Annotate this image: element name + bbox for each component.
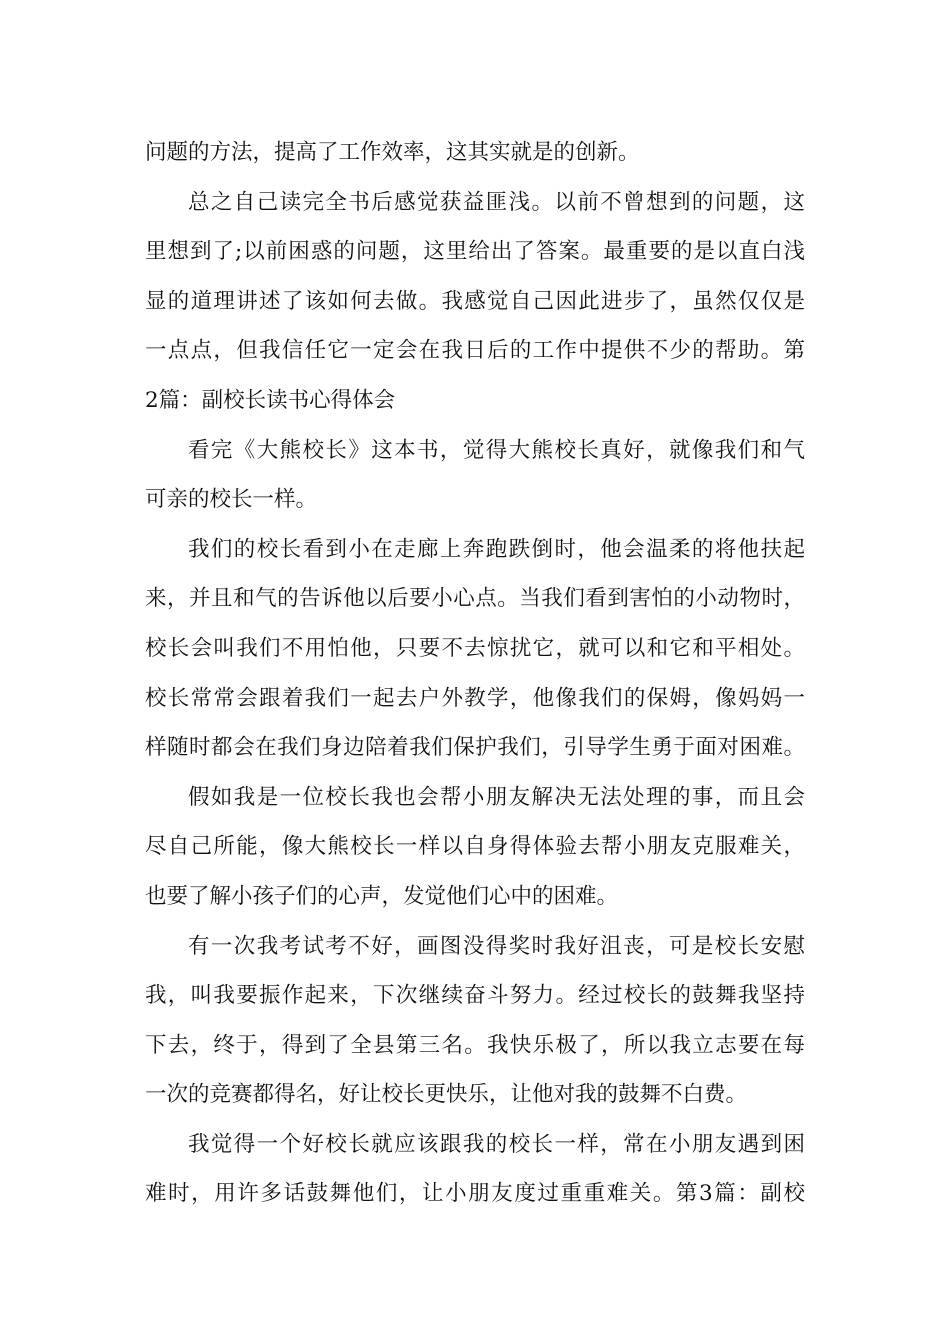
text-line: 总之自己读完全书后感觉获益匪浅。以前不曾想到的问题，这 xyxy=(188,189,805,215)
text-line: 也要了解小孩子们的心声，发觉他们心中的困难。 xyxy=(145,883,619,909)
text-line: 我们的校长看到小在走廊上奔跑跌倒时，他会温柔的将他扶起 xyxy=(188,536,805,562)
text-line: 难时，用许多话鼓舞他们，让小朋友度过重重难关。第3篇：副校 xyxy=(145,1181,805,1207)
text-line: 看完《大熊校长》这本书，觉得大熊校长真好，就像我们和气 xyxy=(188,437,805,463)
text-line: 我，叫我要振作起来，下次继续奋斗努力。经过校长的鼓舞我坚持 xyxy=(145,983,805,1009)
text-line: 校长常常会跟着我们一起去户外教学，他像我们的保姆，像妈妈一 xyxy=(145,685,805,711)
text-line: 一点点，但我信任它一定会在我日后的工作中提供不少的帮助。第 xyxy=(145,338,805,364)
text-line: 样随时都会在我们身边陪着我们保护我们，引导学生勇于面对困难。 xyxy=(145,735,805,761)
text-line: 可亲的校长一样。 xyxy=(145,487,318,513)
text-line: 假如我是一位校长我也会帮小朋友解决无法处理的事，而且会 xyxy=(188,784,805,810)
text-line: 尽自己所能，像大熊校长一样以自身得体验去帮小朋友克服难关， xyxy=(145,834,805,860)
text-line: 2篇：副校长读书心得体会 xyxy=(145,387,396,413)
text-line: 里想到了;以前困惑的问题，这里给出了答案。最重要的是以直白浅 xyxy=(145,239,805,265)
text-line: 显的道理讲述了该如何去做。我感觉自己因此进步了，虽然仅仅是 xyxy=(145,288,805,314)
text-line: 有一次我考试考不好，画图没得奖时我好沮丧，可是校长安慰 xyxy=(188,933,805,959)
text-line: 下去，终于，得到了全县第三名。我快乐极了，所以我立志要在每 xyxy=(145,1032,805,1058)
text-line: 校长会叫我们不用怕他，只要不去惊扰它，就可以和它和平相处。 xyxy=(145,635,805,661)
text-line: 我觉得一个好校长就应该跟我的校长一样，常在小朋友遇到困 xyxy=(188,1131,805,1157)
text-line: 来，并且和气的告诉他以后要小心点。当我们看到害怕的小动物时， xyxy=(145,586,805,612)
text-line: 一次的竞赛都得名，好让校长更快乐，让他对我的鼓舞不白费。 xyxy=(145,1082,748,1108)
text-line: 问题的方法，提高了工作效率，这其实就是的创新。 xyxy=(145,140,640,165)
body-text xyxy=(145,128,805,1219)
